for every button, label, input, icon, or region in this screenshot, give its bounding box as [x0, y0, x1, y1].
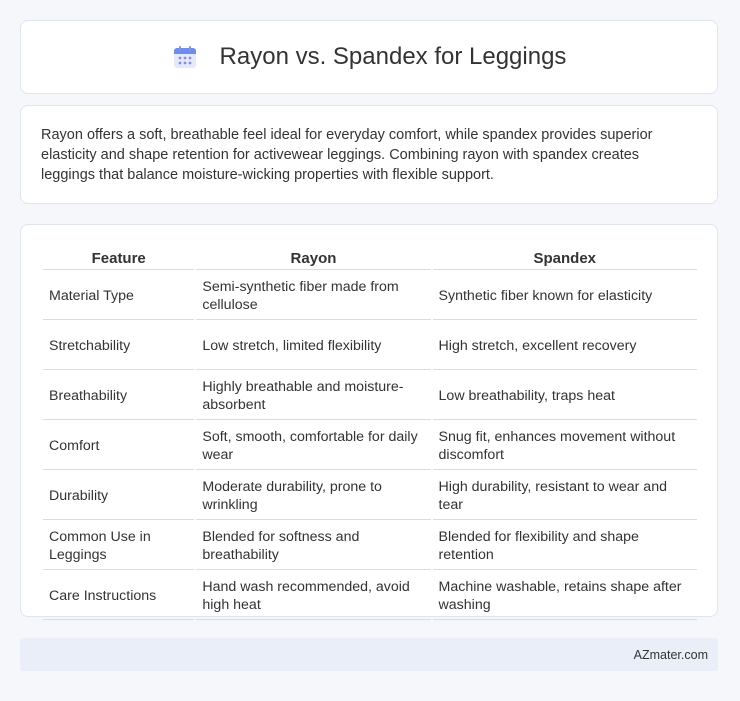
table-row — [43, 572, 697, 620]
table-header-row — [43, 247, 697, 270]
intro-card — [20, 105, 718, 204]
table-row — [43, 422, 697, 470]
comparison-table-card — [20, 224, 718, 617]
header-feature: Feature — [43, 247, 194, 270]
rayon-cell: Moderate durability, prone to wrinkling — [196, 472, 430, 520]
spandex-cell: High stretch, excellent recovery — [433, 322, 697, 370]
feature-cell: Stretchability — [43, 322, 194, 370]
title-wrap — [172, 43, 567, 71]
comparison-table — [41, 245, 699, 622]
spandex-cell: Blended for flexibility and shape retention — [433, 522, 697, 570]
table-row — [43, 522, 697, 570]
rayon-cell: Highly breathable and moisture-absorbent — [196, 372, 430, 420]
page-title: Rayon vs. Spandex for Leggings — [219, 43, 567, 70]
rayon-cell: Blended for softness and breathability — [196, 522, 430, 570]
table-row — [43, 272, 697, 320]
calendar-grid-icon — [172, 44, 198, 70]
feature-cell: Common Use in Leggings — [43, 522, 194, 570]
footer-bar — [20, 638, 718, 671]
feature-cell: Breathability — [43, 372, 194, 420]
feature-cell: Comfort — [43, 422, 194, 470]
header-rayon: Rayon — [196, 247, 430, 270]
rayon-cell: Soft, smooth, comfortable for daily wear — [196, 422, 430, 470]
spandex-cell: Synthetic fiber known for elasticity — [433, 272, 697, 320]
table-row — [43, 322, 697, 370]
footer-brand[interactable]: AZmater.com — [633, 647, 708, 662]
spandex-cell: High durability, resistant to wear and tear — [433, 472, 697, 520]
spandex-cell: Machine washable, retains shape after washing — [433, 572, 697, 620]
table-row — [43, 372, 697, 420]
title-card — [20, 20, 718, 94]
rayon-cell: Low stretch, limited flexibility — [196, 322, 430, 370]
spandex-cell: Snug fit, enhances movement without discomfort — [433, 422, 697, 470]
rayon-cell: Hand wash recommended, avoid high heat — [196, 572, 430, 620]
feature-cell: Material Type — [43, 272, 194, 320]
feature-cell: Care Instructions — [43, 572, 194, 620]
feature-cell: Durability — [43, 472, 194, 520]
intro-paragraph: Rayon offers a soft, breathable feel ideal for everyday comfort, while spandex provides superior elasticity and shape retention for activewear leggings. Combining rayon with spandex creates leggings that balance moisture-wicking properties with flexible support. — [41, 127, 653, 183]
header-spandex: Spandex — [433, 247, 697, 270]
rayon-cell: Semi-synthetic fiber made from cellulose — [196, 272, 430, 320]
spandex-cell: Low breathability, traps heat — [433, 372, 697, 420]
table-row — [43, 472, 697, 520]
